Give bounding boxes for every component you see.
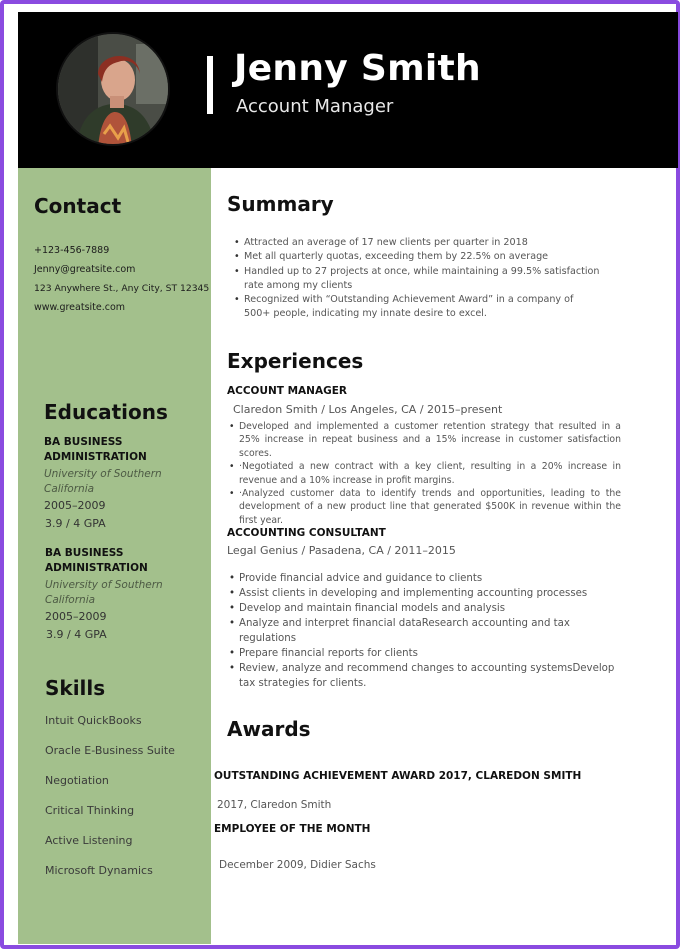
education-gpa: 3.9 / 4 GPA — [46, 628, 107, 641]
award-title: EMPLOYEE OF THE MONTH — [214, 823, 371, 835]
summary-item: • Recognized with “Outstanding Achievement Award” in a company of 500+ people, indicating my innate desire to excel. — [234, 293, 602, 322]
skill-item: Microsoft Dynamics — [45, 864, 153, 877]
job-duty: • Develop and maintain financial models and analysis — [229, 601, 621, 616]
job-subtitle: Legal Genius / Pasadena, CA / 2011–2015 — [227, 544, 456, 557]
summary-item: • Met all quarterly quotas, exceeding them by 22.5% on average — [234, 250, 602, 264]
skill-item: Active Listening — [45, 834, 133, 847]
educations-heading: Educations — [44, 400, 168, 424]
contact-website: www.greatsite.com — [34, 302, 126, 313]
job-title: ACCOUNT MANAGER — [227, 385, 347, 397]
job-duty: • Developed and implemented a customer retention strategy that resulted in a 25% increase in repeat business and a 15% increase in customer satisfaction scores. — [229, 420, 621, 460]
contact-phone: +123-456-7889 — [34, 245, 110, 256]
education-gpa: 3.9 / 4 GPA — [45, 517, 106, 530]
summary-item: • Handled up to 27 projects at once, while maintaining a 99.5% satisfaction rate among my clients — [234, 265, 602, 294]
job-duty: • Provide financial advice and guidance to clients — [229, 571, 621, 586]
award-title: OUTSTANDING ACHIEVEMENT AWARD 2017, CLAREDON SMITH — [214, 770, 582, 782]
skills-heading: Skills — [45, 676, 106, 700]
contact-email: Jenny@greatsite.com — [34, 264, 136, 275]
job-duties — [229, 571, 621, 691]
education-school: University of Southern California — [44, 468, 162, 495]
summary-heading: Summary — [227, 192, 334, 216]
job-duty: • ·Analyzed customer data to identify trends and opportunities, leading to the development of a new product line that generated $500K in revenue within the first year. — [229, 487, 621, 527]
summary-item: • Attracted an average of 17 new clients per quarter in 2018 — [234, 236, 602, 250]
education-years: 2005–2009 — [45, 610, 107, 623]
job-subtitle: Claredon Smith / Los Angeles, CA / 2015–present — [233, 403, 503, 416]
education-degree: BA BUSINESS ADMINISTRATION — [44, 436, 147, 463]
contact-heading: Contact — [34, 194, 122, 218]
candidate-name: Jenny Smith — [234, 48, 481, 89]
skill-item: Negotiation — [45, 774, 109, 787]
award-detail: 2017, Claredon Smith — [217, 799, 332, 811]
job-duty: • Prepare financial reports for clients — [229, 646, 621, 661]
skill-item: Intuit QuickBooks — [45, 714, 142, 727]
education-school: University of Southern California — [45, 579, 163, 606]
experiences-heading: Experiences — [227, 349, 364, 373]
summary-list — [234, 236, 602, 322]
resume-header — [18, 12, 678, 168]
contact-address: 123 Anywhere St., Any City, ST 12345 — [34, 283, 210, 294]
sidebar — [18, 168, 211, 944]
job-duty: • Analyze and interpret financial dataResearch accounting and tax regulations — [229, 616, 621, 646]
education-degree: BA BUSINESS ADMINISTRATION — [45, 547, 148, 574]
skill-item: Oracle E-Business Suite — [45, 744, 175, 757]
education-years: 2005–2009 — [44, 499, 106, 512]
awards-heading: Awards — [227, 717, 311, 741]
job-duty: • Review, analyze and recommend changes to accounting systemsDevelop tax strategies for clients. — [229, 661, 621, 691]
profile-photo-image — [58, 34, 170, 146]
profile-photo — [56, 32, 170, 146]
job-title: ACCOUNTING CONSULTANT — [227, 527, 386, 539]
award-detail: December 2009, Didier Sachs — [219, 859, 376, 871]
job-duty: • ·Negotiated a new contract with a key client, resulting in a 20% increase in revenue and a 10% increase in profit margins. — [229, 460, 621, 487]
job-duties — [229, 420, 621, 527]
job-duty: • Assist clients in developing and implementing accounting processes — [229, 586, 621, 601]
name-divider — [207, 56, 213, 114]
skill-item: Critical Thinking — [45, 804, 135, 817]
candidate-role: Account Manager — [236, 96, 394, 117]
